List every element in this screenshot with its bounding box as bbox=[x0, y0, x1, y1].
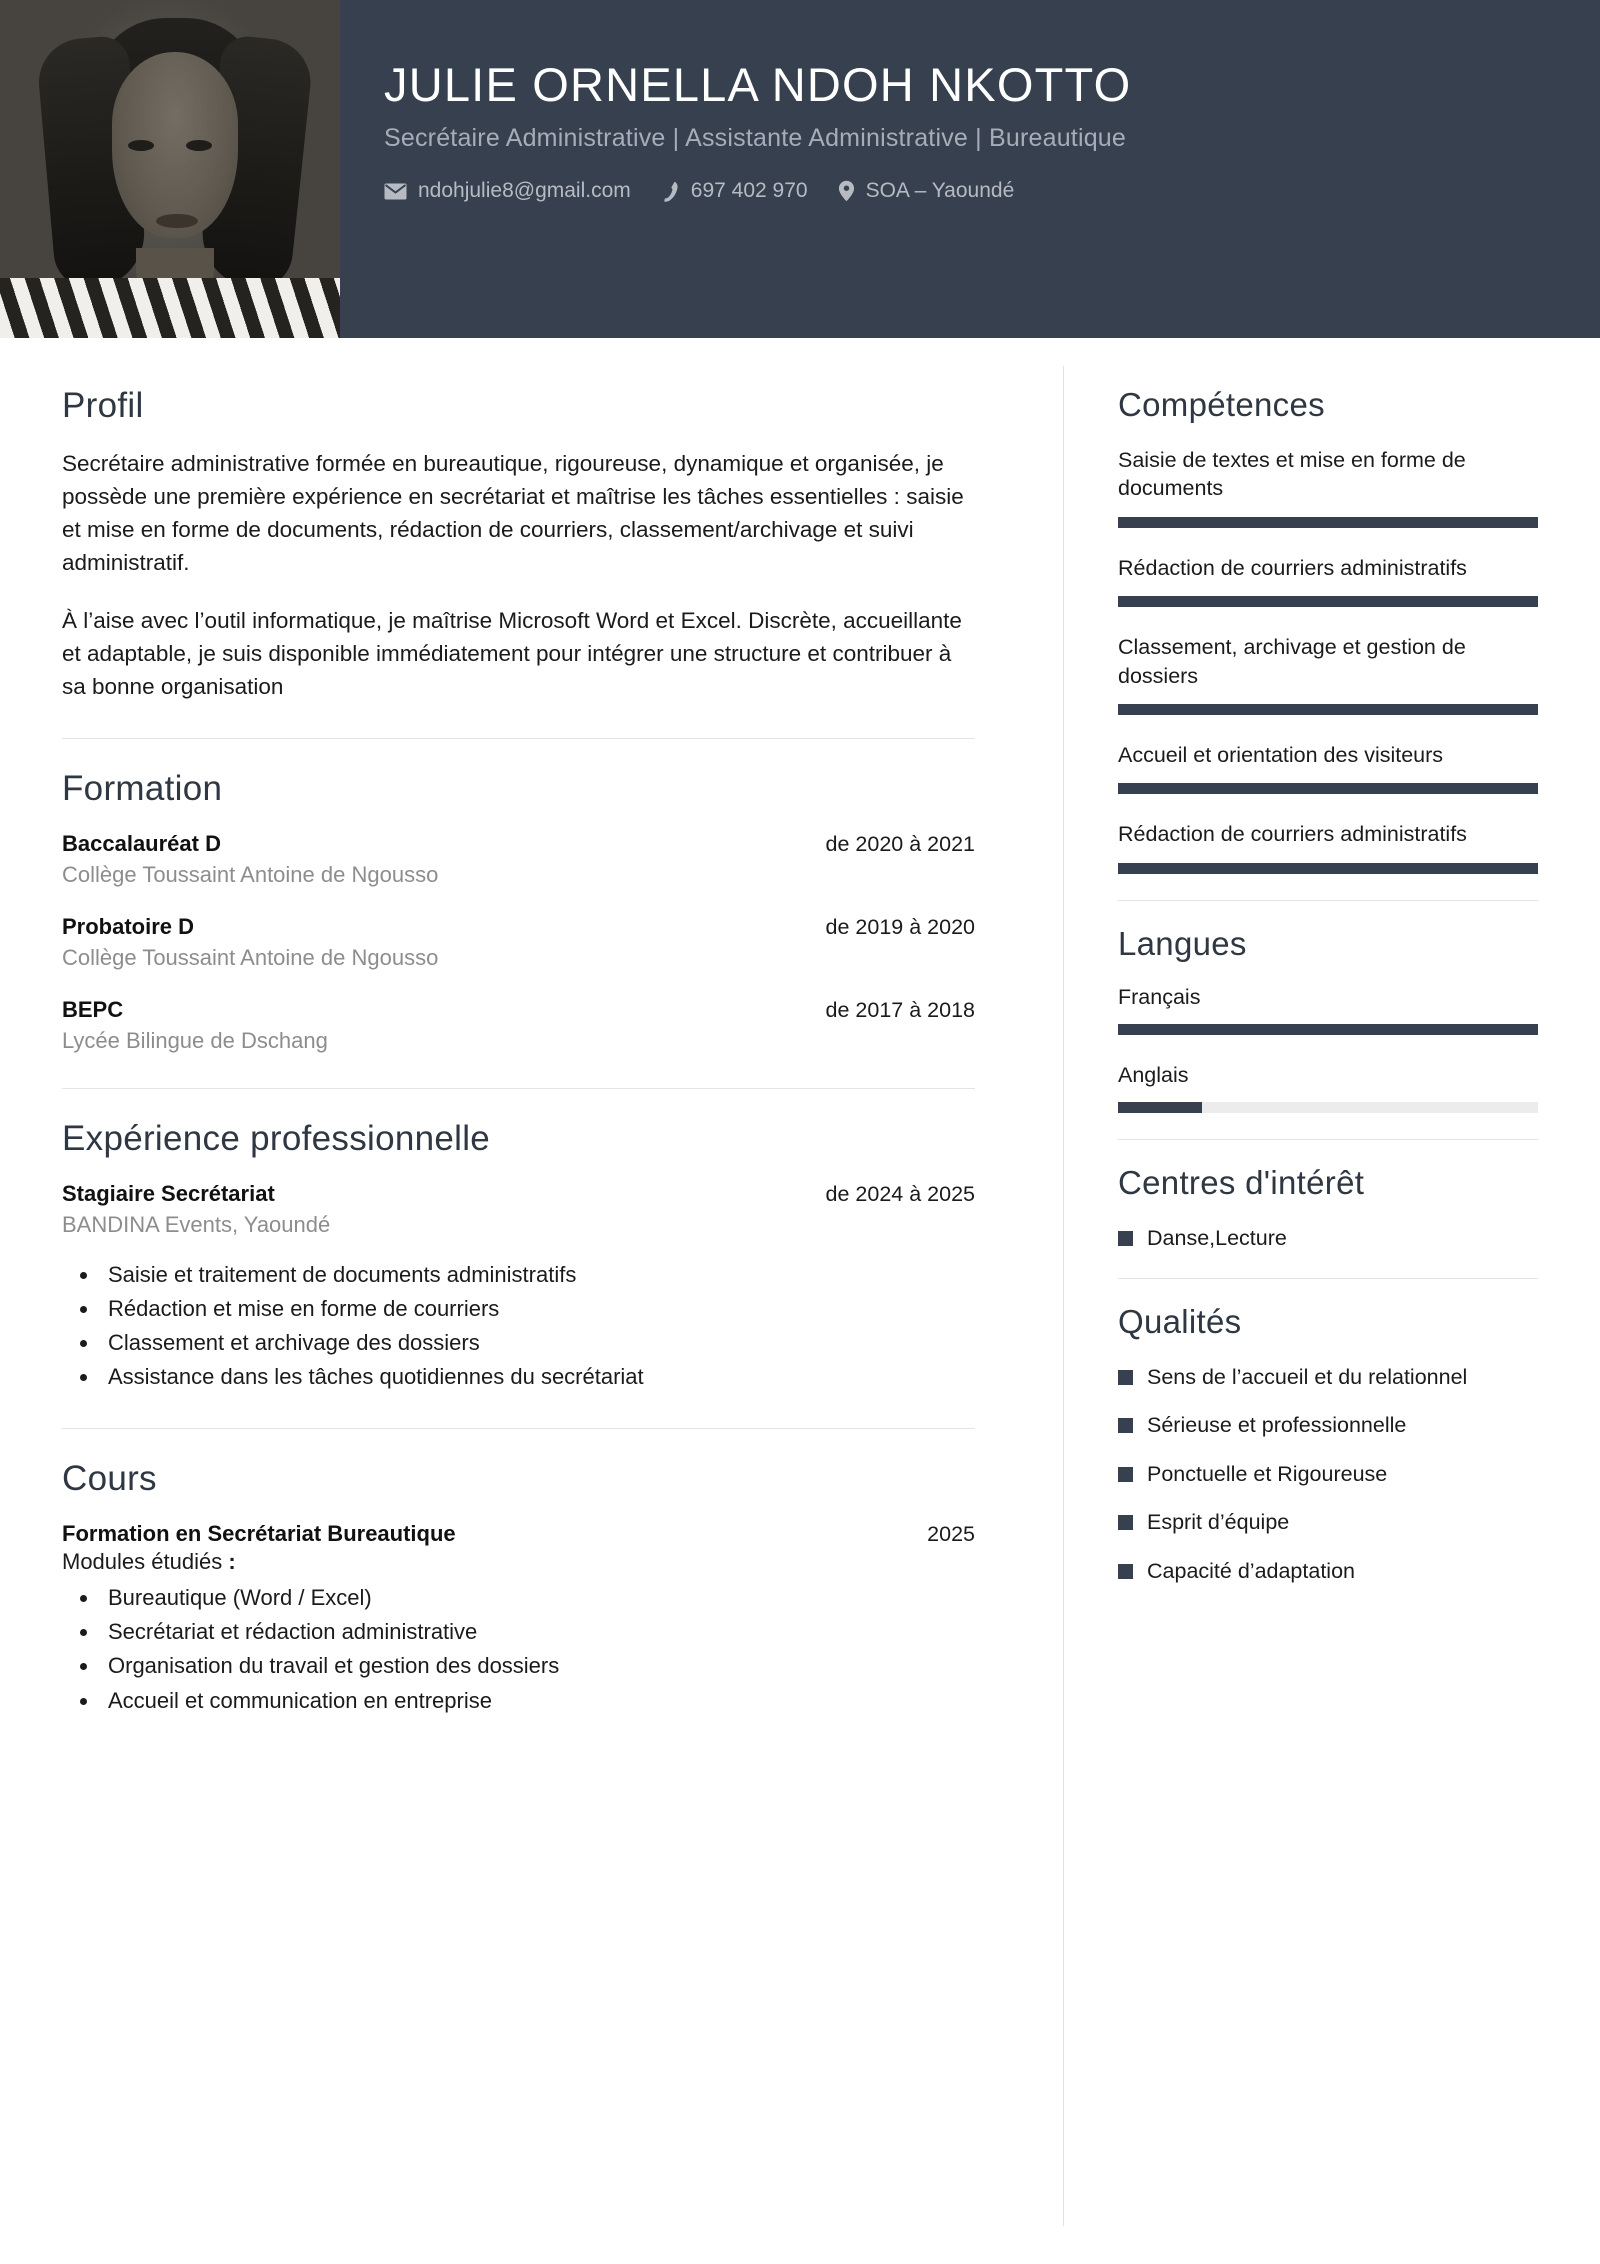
cours-bullet-list bbox=[100, 1581, 975, 1717]
section-title-experience: Expérience professionnelle bbox=[62, 1118, 491, 1158]
divider bbox=[62, 1428, 975, 1429]
skill-bar-track bbox=[1118, 863, 1538, 874]
section-interets bbox=[1118, 1164, 1538, 1252]
list-item: • Assistance dans les tâches quotidiennes du secrétariat bbox=[100, 1360, 975, 1394]
cours-modules-label bbox=[62, 1549, 975, 1575]
language-item bbox=[1118, 1063, 1538, 1113]
skill-bar-fill bbox=[1118, 704, 1538, 715]
section-title-langues: Langues bbox=[1118, 924, 1247, 962]
contact-email-text: ndohjulie8@gmail.com bbox=[418, 179, 631, 203]
list-item: • Secrétariat et rédaction administrative bbox=[100, 1615, 975, 1649]
language-bar-track bbox=[1118, 1024, 1538, 1035]
section-title-cours: Cours bbox=[62, 1459, 157, 1499]
skill-bar-track bbox=[1118, 596, 1538, 607]
contact-phone-text: 697 402 970 bbox=[690, 179, 808, 203]
main-column bbox=[0, 338, 1063, 1724]
skill-label: Accueil et orientation des visiteurs bbox=[1118, 742, 1444, 767]
experience-entry bbox=[62, 1181, 975, 1394]
skill-item bbox=[1118, 741, 1538, 794]
square-bullet-icon bbox=[1118, 1515, 1133, 1530]
portrait-photo bbox=[0, 0, 340, 338]
contact-email[interactable] bbox=[384, 179, 631, 203]
resume-body bbox=[0, 338, 1600, 1724]
divider bbox=[62, 738, 975, 739]
list-item-label: Ponctuelle et Rigoureuse bbox=[1147, 1461, 1388, 1486]
list-item bbox=[1118, 1557, 1538, 1585]
entry-subtitle: Collège Toussaint Antoine de Ngousso bbox=[62, 944, 439, 970]
list-item bbox=[1118, 1508, 1538, 1536]
entry-title: Probatoire D bbox=[62, 913, 195, 939]
language-bar-track bbox=[1118, 1102, 1538, 1113]
experience-bullet-list bbox=[100, 1258, 975, 1394]
section-competences bbox=[1118, 386, 1538, 874]
entry-subtitle: Collège Toussaint Antoine de Ngousso bbox=[62, 861, 439, 887]
skill-label: Rédaction de courriers administratifs bbox=[1118, 555, 1467, 580]
skill-label: Saisie de textes et mise en forme de documents bbox=[1118, 448, 1466, 501]
divider bbox=[1118, 1278, 1538, 1279]
entry-title: Formation en Secrétariat Bureautique bbox=[62, 1521, 456, 1547]
skill-bar-track bbox=[1118, 704, 1538, 715]
section-profil bbox=[62, 386, 975, 704]
profil-paragraph-1: Secrétaire administrative formée en bureautique, rigoureuse, dynamique et organisée, je possède une première expérience en secrétariat et maîtrise les tâches essentielles : saisie et mise en forme de documents, rédaction de courriers, classement/archivage et suivi administratif. bbox=[62, 451, 964, 575]
divider bbox=[62, 1088, 975, 1089]
list-item-label: Danse,Lecture bbox=[1147, 1225, 1287, 1250]
list-item bbox=[1118, 1363, 1538, 1391]
contact-phone[interactable] bbox=[661, 179, 808, 203]
resume-header bbox=[0, 0, 1600, 338]
contact-location-text: SOA – Yaoundé bbox=[865, 179, 1015, 203]
language-bar-fill bbox=[1118, 1102, 1202, 1113]
list-item bbox=[1118, 1460, 1538, 1488]
section-title-competences: Compétences bbox=[1118, 386, 1325, 423]
language-label: Anglais bbox=[1118, 1062, 1189, 1087]
cours-entry bbox=[62, 1521, 975, 1717]
column-divider bbox=[1063, 366, 1064, 2226]
skill-bar-track bbox=[1118, 517, 1538, 528]
section-title-profil: Profil bbox=[62, 386, 144, 425]
section-cours bbox=[62, 1459, 975, 1717]
section-experience bbox=[62, 1119, 975, 1394]
skill-bar-fill bbox=[1118, 783, 1538, 794]
entry-date: de 2019 à 2020 bbox=[825, 914, 975, 939]
cours-modules-colon: : bbox=[228, 1549, 236, 1575]
list-item: • Saisie et traitement de documents administratifs bbox=[100, 1258, 975, 1292]
skill-bar-track bbox=[1118, 783, 1538, 794]
email-icon bbox=[384, 183, 407, 200]
divider bbox=[1118, 1139, 1538, 1140]
list-item: • Rédaction et mise en forme de courriers bbox=[100, 1292, 975, 1326]
entry-subtitle: Lycée Bilingue de Dschang bbox=[62, 1027, 328, 1053]
list-item-label: Sérieuse et professionnelle bbox=[1147, 1413, 1407, 1438]
skill-label: Classement, archivage et gestion de dossiers bbox=[1118, 635, 1466, 688]
interets-list bbox=[1118, 1224, 1538, 1252]
section-title-formation: Formation bbox=[62, 768, 223, 808]
cours-modules-text: Modules étudiés bbox=[62, 1549, 229, 1575]
location-pin-icon bbox=[838, 180, 855, 202]
profil-paragraph-2: À l’aise avec l’outil informatique, je maîtrise Microsoft Word et Excel. Discrète, accueillante et adaptable, je suis disponible immédiatement pour intégrer une structure et contribuer à sa bonne organisation bbox=[62, 608, 962, 700]
list-item bbox=[1118, 1224, 1538, 1252]
entry-title: BEPC bbox=[62, 996, 124, 1022]
list-item bbox=[1118, 1411, 1538, 1439]
entry-date: 2025 bbox=[927, 1522, 975, 1547]
skill-bar-fill bbox=[1118, 863, 1538, 874]
skill-bar-fill bbox=[1118, 517, 1538, 528]
qualites-list bbox=[1118, 1363, 1538, 1585]
list-item: • Bureautique (Word / Excel) bbox=[100, 1581, 975, 1615]
formation-entry bbox=[62, 914, 975, 971]
square-bullet-icon bbox=[1118, 1370, 1133, 1385]
language-label: Français bbox=[1118, 984, 1201, 1009]
skill-label: Rédaction de courriers administratifs bbox=[1118, 822, 1467, 847]
skill-item bbox=[1118, 554, 1538, 607]
skill-item bbox=[1118, 820, 1538, 873]
section-formation bbox=[62, 769, 975, 1054]
square-bullet-icon bbox=[1118, 1467, 1133, 1482]
list-item: • Organisation du travail et gestion des dossiers bbox=[100, 1649, 975, 1683]
skill-bar-fill bbox=[1118, 596, 1538, 607]
list-item-label: Sens de l’accueil et du relationnel bbox=[1147, 1365, 1468, 1389]
entry-date: de 2020 à 2021 bbox=[825, 831, 975, 856]
section-title-interets: Centres d'intérêt bbox=[1118, 1163, 1365, 1201]
entry-subtitle: BANDINA Events, Yaoundé bbox=[62, 1211, 331, 1237]
square-bullet-icon bbox=[1118, 1231, 1133, 1246]
page-title: JULIE ORNELLA NDOH NKOTTO bbox=[384, 58, 1132, 111]
phone-icon bbox=[661, 181, 680, 202]
entry-date: de 2024 à 2025 bbox=[825, 1181, 975, 1206]
job-subtitle: Secrétaire Administrative | Assistante Administrative | Bureautique bbox=[384, 124, 1127, 153]
square-bullet-icon bbox=[1118, 1564, 1133, 1579]
language-bar-fill bbox=[1118, 1024, 1538, 1035]
list-item-label: Capacité d’adaptation bbox=[1147, 1558, 1355, 1583]
entry-date: de 2017 à 2018 bbox=[825, 997, 975, 1022]
square-bullet-icon bbox=[1118, 1418, 1133, 1433]
skill-item bbox=[1118, 633, 1538, 715]
avatar bbox=[0, 0, 340, 338]
section-title-qualites: Qualités bbox=[1118, 1303, 1242, 1340]
contact-location[interactable] bbox=[838, 179, 1015, 203]
formation-entry bbox=[62, 997, 975, 1054]
divider bbox=[1118, 900, 1538, 901]
entry-title: Baccalauréat D bbox=[62, 830, 221, 856]
entry-title: Stagiaire Secrétariat bbox=[62, 1180, 275, 1206]
header-text-block bbox=[340, 0, 1600, 338]
section-qualites bbox=[1118, 1303, 1538, 1585]
sidebar-column bbox=[1063, 338, 1600, 1724]
language-item bbox=[1118, 985, 1538, 1035]
list-item-label: Esprit d’équipe bbox=[1147, 1510, 1290, 1535]
skill-item bbox=[1118, 446, 1538, 528]
list-item: • Accueil et communication en entreprise bbox=[100, 1684, 975, 1718]
section-langues bbox=[1118, 925, 1538, 1113]
list-item: • Classement et archivage des dossiers bbox=[100, 1326, 975, 1360]
contact-row bbox=[384, 179, 1600, 203]
formation-entry bbox=[62, 831, 975, 888]
